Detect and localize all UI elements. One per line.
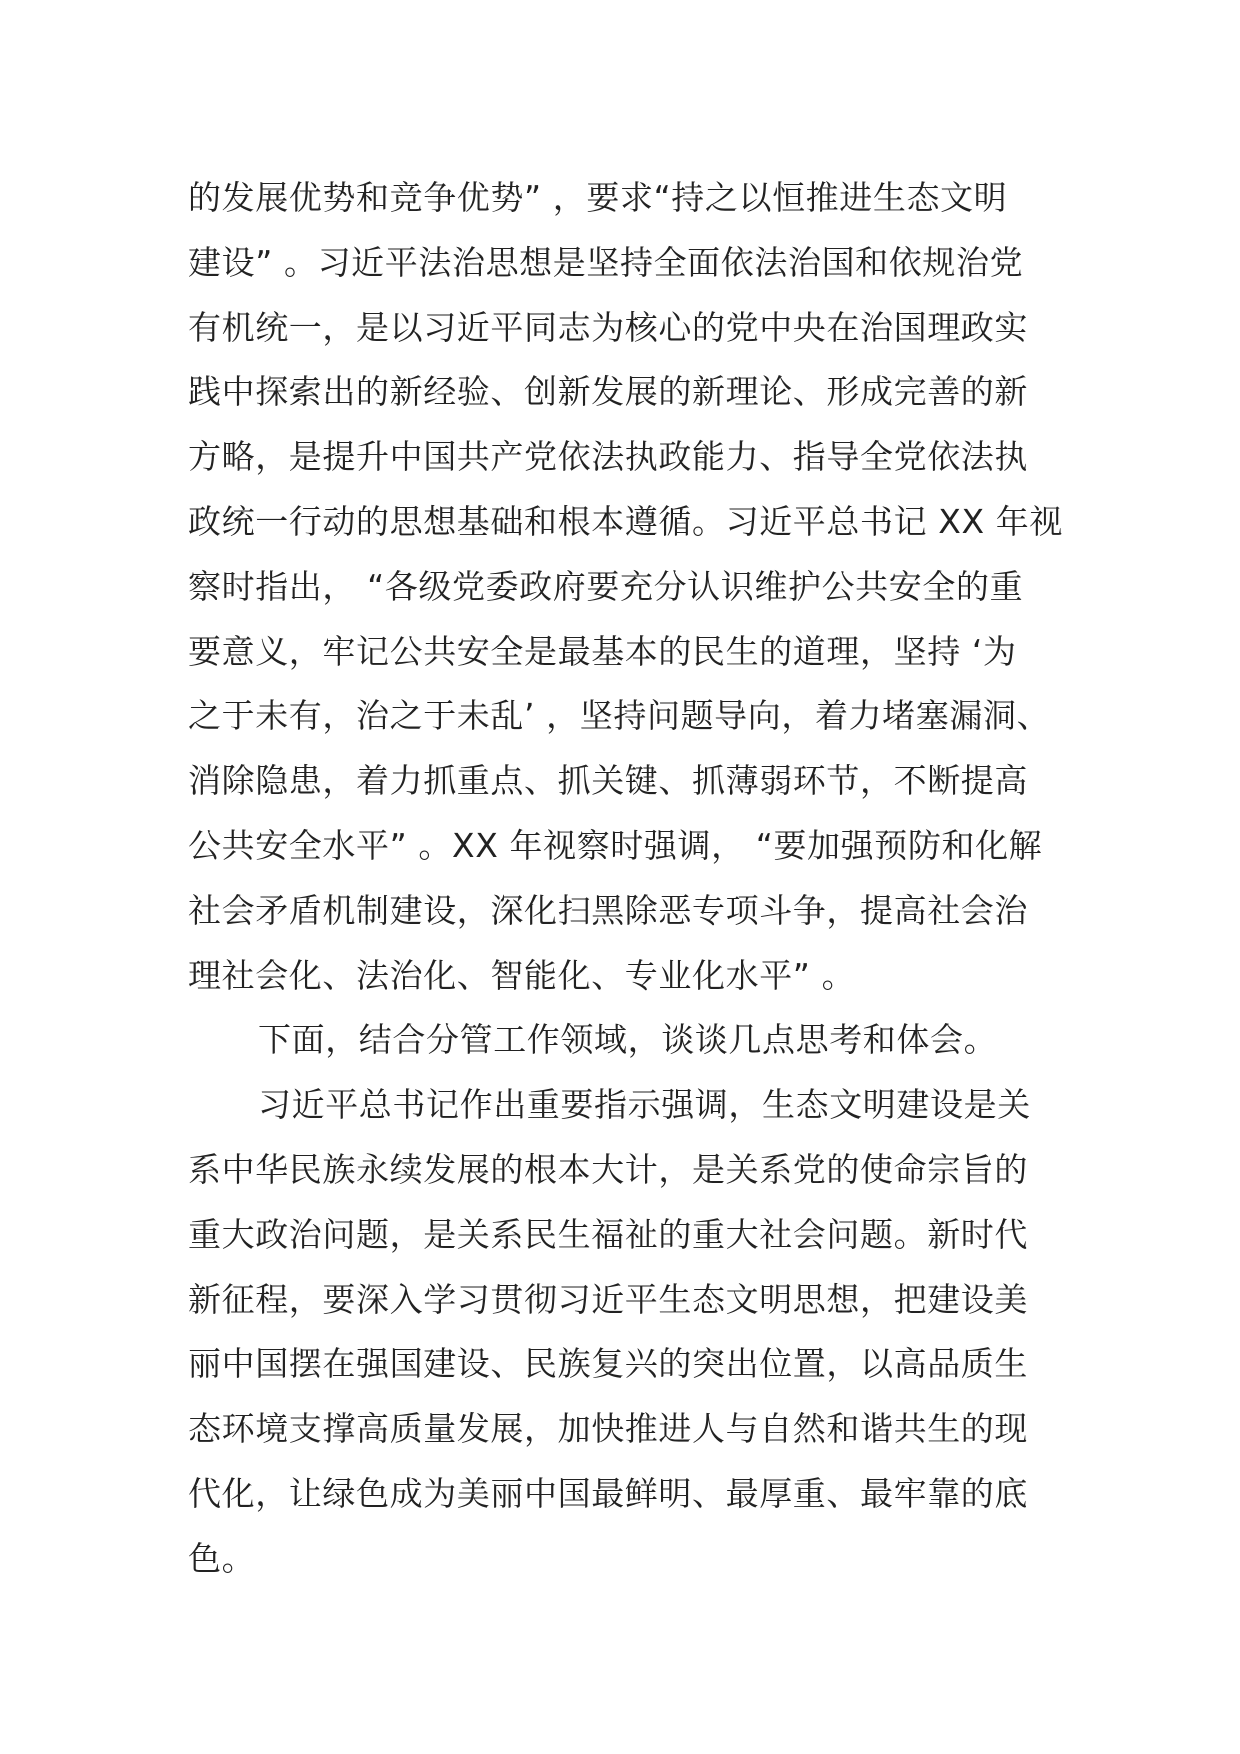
text-line: 代化，让绿色成为美丽中国最鲜明、最厚重、最牢靠的底 [188,1473,1028,1513]
text-line: 的发展优势和竞争优势” ，要求“持之以恒推进生态文明 [188,178,1008,217]
text-line: 之于未有，治之于未乱’ ，坚持问题导向，着力堵塞漏洞、 [188,696,1051,736]
text-line: 消除隐患，着力抓重点、抓关键、抓薄弱环节，不断提高 [188,761,1028,801]
paragraph-first-line: 下面，结合分管工作领域，谈谈几点思考和体会。 [258,1020,998,1060]
text-line: 态环境支撑高质量发展，加快推进人与自然和谐共生的现 [188,1409,1028,1449]
text-line: 建设” 。习近平法治思想是坚持全面依法治国和依规治党 [188,242,1024,282]
text-line: 系中华民族永续发展的根本大计，是关系党的使命宗旨的 [188,1149,1028,1189]
text-line: 方略，是提升中国共产党依法执政能力、指导全党依法执 [188,437,1028,477]
paragraph-first-line: 习近平总书记作出重要指示强调，生态文明建设是关 [258,1085,1031,1125]
text-line: 要意义，牢记公共安全是最基本的民生的道理，坚持 ‘为 [188,631,1017,671]
text-line: 重大政治问题，是关系民生福祉的重大社会问题。新时代 [188,1214,1028,1254]
text-line: 色。 [188,1538,256,1578]
text-line: 丽中国摆在强国建设、民族复兴的突出位置，以高品质生 [188,1344,1028,1384]
document-body [188,166,1088,1592]
text-line: 新征程，要深入学习贯彻习近平生态文明思想，把建设美 [188,1279,1028,1319]
text-line: 政统一行动的思想基础和根本遵循。习近平总书记 XX 年视 [188,501,1063,541]
text-line: 察时指出， “各级党委政府要充分认识维护公共安全的重 [188,566,1024,606]
text-line: 有机统一，是以习近平同志为核心的党中央在治国理政实 [188,307,1028,347]
text-line: 社会矛盾机制建设，深化扫黑除恶专项斗争，提高社会治 [188,890,1028,930]
text-line: 践中探索出的新经验、创新发展的新理论、形成完善的新 [188,372,1028,412]
text-line: 理社会化、法治化、智能化、专业化水平” 。 [188,955,856,995]
text-line: 公共安全水平” 。XX 年视察时强调， “要加强预防和化解 [188,825,1043,865]
